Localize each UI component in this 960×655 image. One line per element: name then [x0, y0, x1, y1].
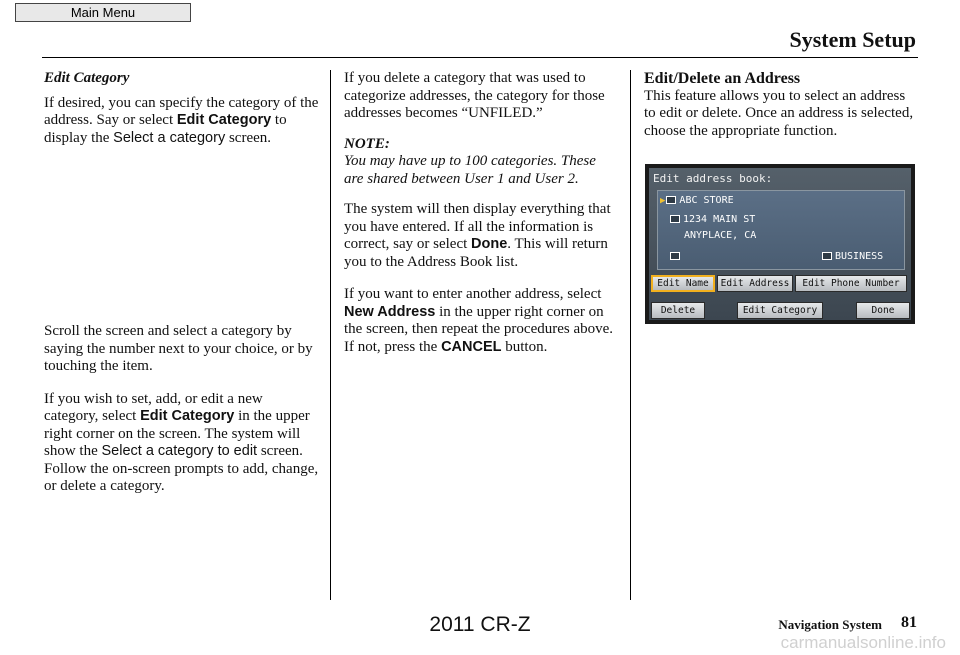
name-value: ABC STORE — [679, 195, 734, 206]
text: screen. Follow the on-screen prompts to add, change, or delete a category. — [44, 443, 319, 494]
text-emphasis: New Address — [344, 303, 436, 320]
watermark-site: carmanualsonline.info — [780, 633, 946, 652]
paragraph: If you delete a category that was used to categorize addresses, the category for those addresses becomes “UNFILED.” — [344, 70, 605, 121]
phone-line — [670, 251, 683, 262]
delete-button[interactable]: Delete — [651, 302, 705, 319]
edit-address-book-screen — [645, 164, 915, 324]
text: If you want to enter another address, select — [344, 286, 602, 302]
text: If desired, you can specify the category of the address. Say or select — [44, 94, 319, 128]
page-title: System Setup — [789, 27, 916, 52]
text-screen-name: Select a category — [113, 129, 226, 146]
street-line — [670, 214, 755, 225]
screen-title: Edit address book: — [653, 172, 773, 185]
text-emphasis: Edit Category — [140, 408, 235, 424]
screen-display — [649, 168, 911, 320]
column-divider-2 — [630, 70, 631, 600]
text: to display the — [44, 112, 287, 146]
column-1 — [44, 70, 319, 496]
text: The system will then display everything that you have entered. If all the information is correct, say or select — [344, 201, 611, 252]
address-panel — [657, 190, 905, 270]
text-emphasis: CANCEL — [441, 338, 502, 355]
category-icon — [822, 252, 832, 260]
paragraph — [344, 286, 619, 356]
paragraph — [44, 391, 319, 496]
edit-name-button[interactable]: Edit Name — [651, 275, 715, 292]
name-icon — [666, 196, 676, 204]
text: screen. — [225, 129, 272, 146]
header-divider — [42, 57, 918, 58]
name-line — [660, 195, 734, 206]
phone-icon — [670, 252, 680, 260]
text-emphasis: Done — [471, 236, 508, 252]
column-3 — [644, 70, 919, 140]
note-label: NOTE: — [344, 135, 390, 152]
footer-section-name: Navigation System — [778, 617, 882, 632]
text: button. — [501, 338, 548, 355]
edit-category-heading: Edit Category — [44, 70, 130, 86]
category-value: BUSINESS — [835, 251, 884, 262]
text: If you wish to set, add, or edit a new category, select — [44, 390, 263, 424]
text-emphasis: Edit Category — [176, 112, 272, 128]
text: . This will return you to the Address Book list. — [344, 236, 608, 270]
city-line: ANYPLACE, CA — [684, 230, 757, 241]
edit-phone-number-button[interactable]: Edit Phone Number — [795, 275, 907, 292]
text-screen-name: Select a category to edit — [101, 443, 258, 459]
cursor-arrow-icon: ▶ — [660, 196, 666, 206]
paragraph: This feature allows you to select an address to edit or delete. Once an address is selected, choose the appropriate function. — [644, 87, 914, 139]
done-button[interactable]: Done — [856, 302, 910, 319]
paragraph: Scroll the screen and select a category by saying the number next to your choice, or by touching the item. — [44, 323, 313, 374]
text: in the upper right corner on the screen. The system will show the — [44, 408, 310, 459]
paragraph — [344, 201, 619, 271]
edit-delete-heading: Edit/Delete an Address — [644, 70, 801, 87]
street-value: 1234 MAIN ST — [683, 214, 756, 225]
category-line — [822, 251, 883, 262]
note-text: You may have up to 100 categories. These are shared between User 1 and User 2. — [344, 153, 596, 187]
edit-address-button[interactable]: Edit Address — [717, 275, 793, 292]
address-icon — [670, 215, 680, 223]
main-menu-button[interactable]: Main Menu — [15, 3, 191, 22]
column-divider-1 — [330, 70, 331, 600]
edit-category-button[interactable]: Edit Category — [737, 302, 823, 319]
column-2 — [344, 70, 619, 356]
text: in the upper right corner on the screen, then repeat the procedures above. If not, press the — [344, 303, 614, 355]
footer-model: 2011 CR-Z — [429, 613, 531, 636]
page-number: 81 — [901, 614, 917, 631]
paragraph — [44, 95, 319, 148]
